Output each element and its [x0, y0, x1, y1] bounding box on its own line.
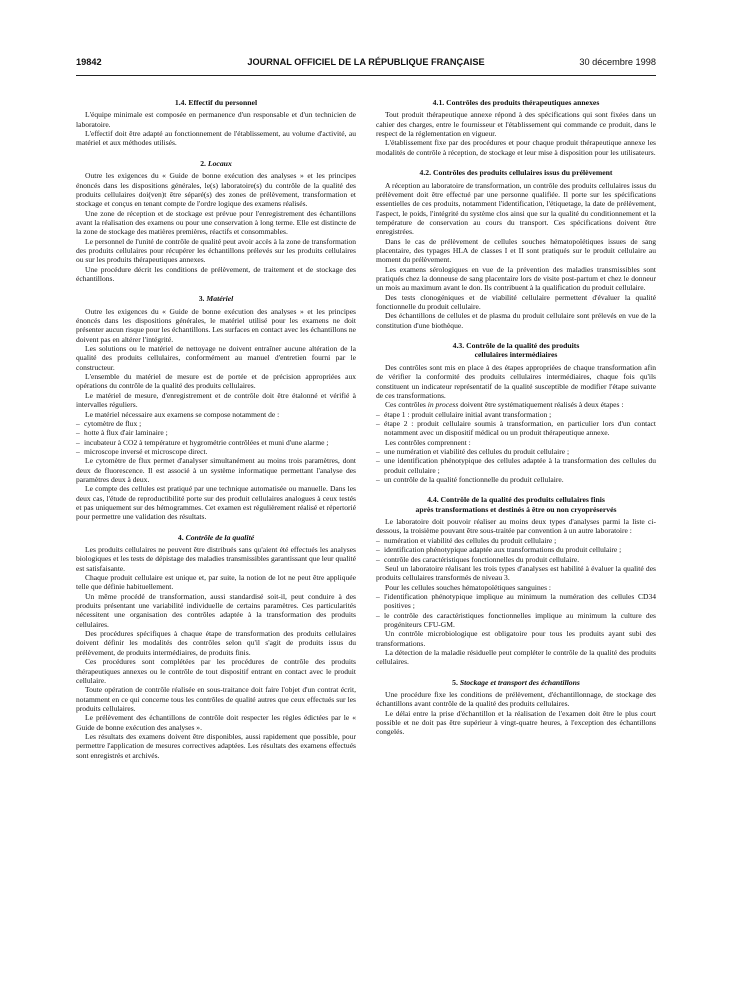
list-item	[376, 536, 656, 545]
text-run: Ces contrôles	[385, 400, 428, 410]
paragraph	[376, 400, 656, 409]
dash-bullet: –	[376, 545, 380, 555]
list-item	[376, 447, 656, 456]
list-item	[376, 475, 656, 484]
section-title: Stockage et transport des échantillons	[459, 677, 580, 687]
list-item-text: une identification phénotypique des cellules adaptée à la transformation des cellules du produit cellulaire ;	[384, 456, 656, 475]
page-header	[76, 57, 656, 76]
list-item-text: étape 1 : produit cellulaire initial avant transformation ;	[384, 409, 552, 419]
spacer	[76, 522, 356, 533]
list-item	[76, 428, 356, 437]
dash-bullet: –	[376, 418, 380, 428]
dash-bullet: –	[376, 474, 380, 484]
paragraph: Une zone de réception et de stockage est prévue pour l'enregistrement des échantillons avant la réalisation des examens ou pour une conservation à long terme. Elle est distincte de la zone de stockage des matières premières, réactifs et consommables.	[76, 208, 356, 237]
heading-line: après transformations et destinés à être ou non cryopréservés	[415, 504, 617, 514]
paragraph: Le délai entre la prise d'échantillon et la réalisation de l'examen doit être le plus court possible et ne doit pas être supérieur à vingt-quatre heures, à l'exception des échantillons congelés.	[376, 708, 656, 737]
section-3-heading	[76, 294, 356, 303]
paragraph: Les solutions ou le matériel de nettoyage ne doivent entraîner aucune altération de la qualité des produits cellulaires, conformément au manuel d'entretien fourni par le constructeur.	[76, 344, 356, 372]
spacer	[376, 484, 656, 495]
paragraph: Les produits cellulaires ne peuvent être distribués sans qu'aient été effectués les analyses biologiques et les tests de dépistage des maladies transmissibles garantissant que leur qualité est satisfaisante.	[76, 545, 356, 573]
dash-bullet: –	[376, 610, 380, 620]
paragraph: Le personnel de l'unité de contrôle de qualité peut avoir accès à la zone de transformation des produits cellulaires pour récupérer les échantillons prélevés sur les produits cellulaires ou sur les produits thérapeutiques annexes.	[76, 236, 356, 265]
section-4-1-heading: 4.1. Contrôles des produits thérapeutiques annexes	[432, 98, 600, 107]
section-4-heading	[76, 533, 356, 542]
paragraph: Des tests clonogéniques et de viabilité cellulaire permettent d'évaluer la qualité fonctionnelle du produit cellulaire.	[376, 292, 656, 311]
paragraph: Chaque produit cellulaire est unique et, par suite, la notion de lot ne peut être appliquée telle que définie habituellement.	[76, 573, 356, 592]
list-item	[76, 419, 356, 428]
paragraph: Outre les exigences du « Guide de bonne exécution des analyses » et les principes énoncés dans les dispositions générales, le matériel utilisé pour les examens ne doit présenter aucun risque pour les échantillons. Les surfaces en contact avec les échantillons ne doivent pas en altérer l'intégrité.	[76, 306, 356, 344]
paragraph: Le matériel de mesure, d'enregistrement et de contrôle doit être étalonné et vérifié à intervalles réguliers.	[76, 390, 356, 410]
dash-bullet: –	[376, 409, 380, 419]
paragraph: Le compte des cellules est pratiqué par une technique automatisée ou manuelle. Dans les deux cas, l'étude de reproductibilité porte sur des produit cellulaires analogues à ceux testés et pas uniquement sur des hémogrammes. Cet examen est régulièrement réalisé et répertorié pour permettre une validation des résultats.	[76, 484, 356, 522]
paragraph: Le cytomètre de flux permet d'analyser simultanément au moins trois paramètres, dont deux de fluorescence. Il est associé à un système informatique permettant l'analyse des paramètres deux à deux.	[76, 456, 356, 484]
list-item-text: incubateur à CO2 à température et hygrométrie contrôlées et muni d'une alarme ;	[84, 437, 329, 447]
section-5-heading	[376, 678, 656, 687]
list-item	[76, 447, 356, 456]
list-item-text: numération et viabilité des cellules du produit cellulaire ;	[384, 535, 557, 545]
section-4-4-heading	[376, 495, 656, 514]
paragraph: Le matériel nécessaire aux examens se compose notamment de :	[85, 409, 280, 419]
paragraph: L'ensemble du matériel de mesure est de portée et de précision appropriées aux opérations du contrôle de la qualité des produits cellulaires.	[76, 372, 356, 391]
paragraph: Des contrôles sont mis en place à des étapes appropriées de chaque transformation afin de vérifier la conformité des produits cellulaires intermédiaires, chaque fois qu'ils constituent un indicateur représentatif de la qualité susceptible de modifier l'étape suivante de ces transformations.	[376, 362, 656, 400]
dash-bullet: –	[376, 446, 380, 456]
list-item-text: cytomètre de flux ;	[84, 418, 142, 428]
list-item-text: une numération et viabilité des cellules du produit cellulaire ;	[384, 446, 570, 456]
dash-bullet: –	[76, 437, 80, 447]
list-item-text: le contrôle des caractéristiques fonctionnelles implique au minimum la culture des progéniteurs CFU-GM.	[384, 610, 656, 629]
list-item	[376, 555, 656, 564]
paragraph: Des échantillons de cellules et de plasma du produit cellulaire sont prélevés en vue de la constitution d'une biothèque.	[376, 311, 656, 330]
section-4-2-heading: 4.2. Contrôles des produits cellulaires issus du prélèvement	[419, 168, 613, 178]
section-title: Matériel	[206, 294, 234, 304]
section-2-heading	[76, 159, 356, 168]
right-column	[376, 98, 656, 737]
list-item-text: hotte à flux d'air laminaire ;	[84, 428, 168, 438]
paragraph: Une procédure fixe les conditions de prélèvement, d'échantillonnage, de stockage des échantillons avant contrôle de la qualité des produits cellulaires.	[376, 690, 656, 709]
paragraph: L'effectif doit être adapté au fonctionnement de l'établissement, au volume d'activité, au matériel et aux méthodes utilisés.	[76, 129, 356, 148]
paragraph: Un même procédé de transformation, aussi standardisé soit-il, peut conduire à des produits présentant une variabilité individuelle de certains paramètres. Ces particularités nécessitent une organisation des contrôles adaptée à la transformation des produits cellulaires.	[76, 591, 356, 629]
paragraph: Outre les exigences du « Guide de bonne exécution des analyses » et les principes énoncés dans les dispositions générales, le(s) laboratoire(s) du contrôle de la qualité des produits cellulaires doi(ven)t être séparé(s) des zones de prélèvement, transformation et stockage et conçus en tenant compte de l'ordre logique des examens réalisés.	[76, 171, 356, 209]
paragraph: Le laboratoire doit pouvoir réaliser au moins deux types d'analyses parmi la liste ci-dessous, la troisième pouvant être sous-traitée par convention à un autre laboratoire :	[376, 517, 656, 536]
issue-date: 30 décembre 1998	[579, 57, 656, 67]
text-run: doivent être systématiquement réalisés à deux étapes :	[458, 400, 624, 410]
list-item-text: identification phénotypique adaptée aux transformations du produit cellulaire ;	[384, 545, 622, 555]
dash-bullet: –	[376, 591, 380, 601]
paragraph: Pour les cellules souches hématopoïétiques sanguines :	[385, 582, 551, 592]
list-item-text: l'identification phénotypique implique au minimum la numération des cellules CD34 positives ;	[384, 591, 656, 611]
spacer	[376, 330, 656, 341]
list-item-text: étape 2 : produit cellulaire soumis à transformation, en particulier lors d'un contact notamment avec un dispositif médical ou un produit thérapeutique annexe.	[384, 418, 656, 438]
spacer	[376, 667, 656, 678]
list-item-text: microscope inversé et microscope direct.	[84, 446, 208, 456]
section-number: 2.	[200, 158, 208, 168]
dash-bullet: –	[76, 418, 80, 428]
dash-bullet: –	[376, 535, 380, 545]
paragraph: A réception au laboratoire de transformation, un contrôle des produits cellulaires issus du prélèvement doit être effectué par une personne qualifiée. Il porte sur les spécifications essentielles de ces produits, notamment l'identification, l'étiquetage, la date de prélèvement, l'aspect, le poids, l'intégrité du système clos ainsi que sur la qualité du conditionnement et la température de conservation au cours du transport. Ces spécifications doivent être enregistrées.	[376, 180, 656, 237]
paragraph: Une procédure décrit les conditions de prélèvement, de traitement et de stockage des échantillons.	[76, 264, 356, 283]
list-item	[376, 545, 656, 554]
list-item	[376, 592, 656, 611]
section-number: 3.	[198, 294, 207, 304]
list-item	[76, 438, 356, 447]
section-title: Contrôle de la qualité	[185, 532, 255, 542]
heading-line: 4.3. Contrôle de la qualité des produits	[452, 341, 580, 351]
spacer	[76, 283, 356, 294]
paragraph: Toute opération de contrôle réalisée en sous-traitance doit faire l'objet d'un contrat écrit, notamment en ce qui concerne tous les contrôles de qualité autres que ceux effectués sur les produits cellulaires.	[76, 685, 356, 713]
paragraph: Dans le cas de prélèvement de cellules souches hématopoïétiques issues de sang placentaire, des typages HLA de classes I et II sont pratiqués sur le produit cellulaire au moment du prélèvement.	[376, 236, 656, 265]
spacer	[376, 157, 656, 168]
paragraph: Un contrôle microbiologique est obligatoire pour tous les produits ayant subi des transformations.	[376, 629, 656, 648]
paragraph: L'équipe minimale est composée en permanence d'un responsable et d'un technicien de laboratoire.	[76, 110, 356, 129]
section-1-4-heading: 1.4. Effectif du personnel	[174, 98, 258, 107]
paragraph: La détection de la maladie résiduelle peut compléter le contrôle de la qualité des produits cellulaires.	[376, 647, 656, 667]
paragraph: Les examens sérologiques en vue de la prévention des maladies transmissibles sont pratiqués chez la donneuse de sang placentaire lors de visite post-partum et chez le donneur un mois au maximum avant le don. Ils contribuent à la qualification du produit cellulaire.	[376, 264, 656, 293]
paragraph: Seul un laboratoire réalisant les trois types d'analyses est habilité à évaluer la qualité des produits cellulaires transformés de niveau 3.	[376, 563, 656, 583]
list-item	[376, 410, 656, 419]
dash-bullet: –	[376, 554, 380, 564]
paragraph: Des procédures spécifiques à chaque étape de transformation des produits cellulaires doivent définir les modalités des contrôles selon qu'il s'agit de produits issus du prélèvement, de produits intermédiaires, de produits finis.	[76, 629, 356, 657]
paragraph: L'établissement fixe par des procédures et pour chaque produit thérapeutique annexe les modalités de contrôle à réception, de stockage et leur mise à disposition pour les utilisateurs.	[376, 138, 656, 157]
paragraph: Ces procédures sont complétées par les procédures de contrôle des produits thérapeutiques annexes ou le contrôle de tout dispositif entrant en contact avec le produit cellulaire.	[76, 657, 356, 685]
paragraph: Le prélèvement des échantillons de contrôle doit respecter les règles édictées par le « Guide de bonne exécution des analyses ».	[76, 713, 356, 732]
italic-term: in process	[427, 400, 459, 410]
section-number: 5.	[452, 677, 460, 687]
list-item	[376, 456, 656, 475]
list-item	[376, 419, 656, 438]
section-title: Locaux	[207, 158, 232, 168]
section-4-3-heading	[376, 341, 656, 360]
spacer	[76, 148, 356, 159]
paragraph: Tout produit thérapeutique annexe répond à des spécifications qui sont fixées dans un cahier des charges, entre le fournisseur et l'établissement qui commande ce produit, dans le respect de la réglementation en vigueur.	[376, 110, 656, 139]
page-number: 19842	[76, 57, 102, 67]
list-item-text: contrôle des caractéristiques fonctionnelles du produit cellulaire.	[384, 554, 580, 564]
paragraph: Les résultats des examens doivent être disponibles, aussi rapidement que possible, pour permettre l'application de mesures correctives adaptées. Les résultats des examens effectués sont enregistrés et archivés.	[76, 731, 356, 760]
list-item	[376, 611, 656, 630]
dash-bullet: –	[76, 428, 80, 438]
dash-bullet: –	[76, 446, 80, 456]
journal-title: JOURNAL OFFICIEL DE LA RÉPUBLIQUE FRANÇAISE	[247, 57, 485, 67]
paragraph: Les contrôles comprennent :	[385, 437, 471, 447]
dash-bullet: –	[376, 456, 380, 466]
section-number: 4.	[177, 532, 186, 542]
left-column	[76, 98, 356, 760]
heading-line: 4.4. Contrôle de la qualité des produits cellulaires finis	[427, 495, 605, 505]
list-item-text: un contrôle de la qualité fonctionnelle du produit cellulaire.	[384, 474, 564, 484]
heading-line: cellulaires intermédiaires	[474, 350, 558, 360]
